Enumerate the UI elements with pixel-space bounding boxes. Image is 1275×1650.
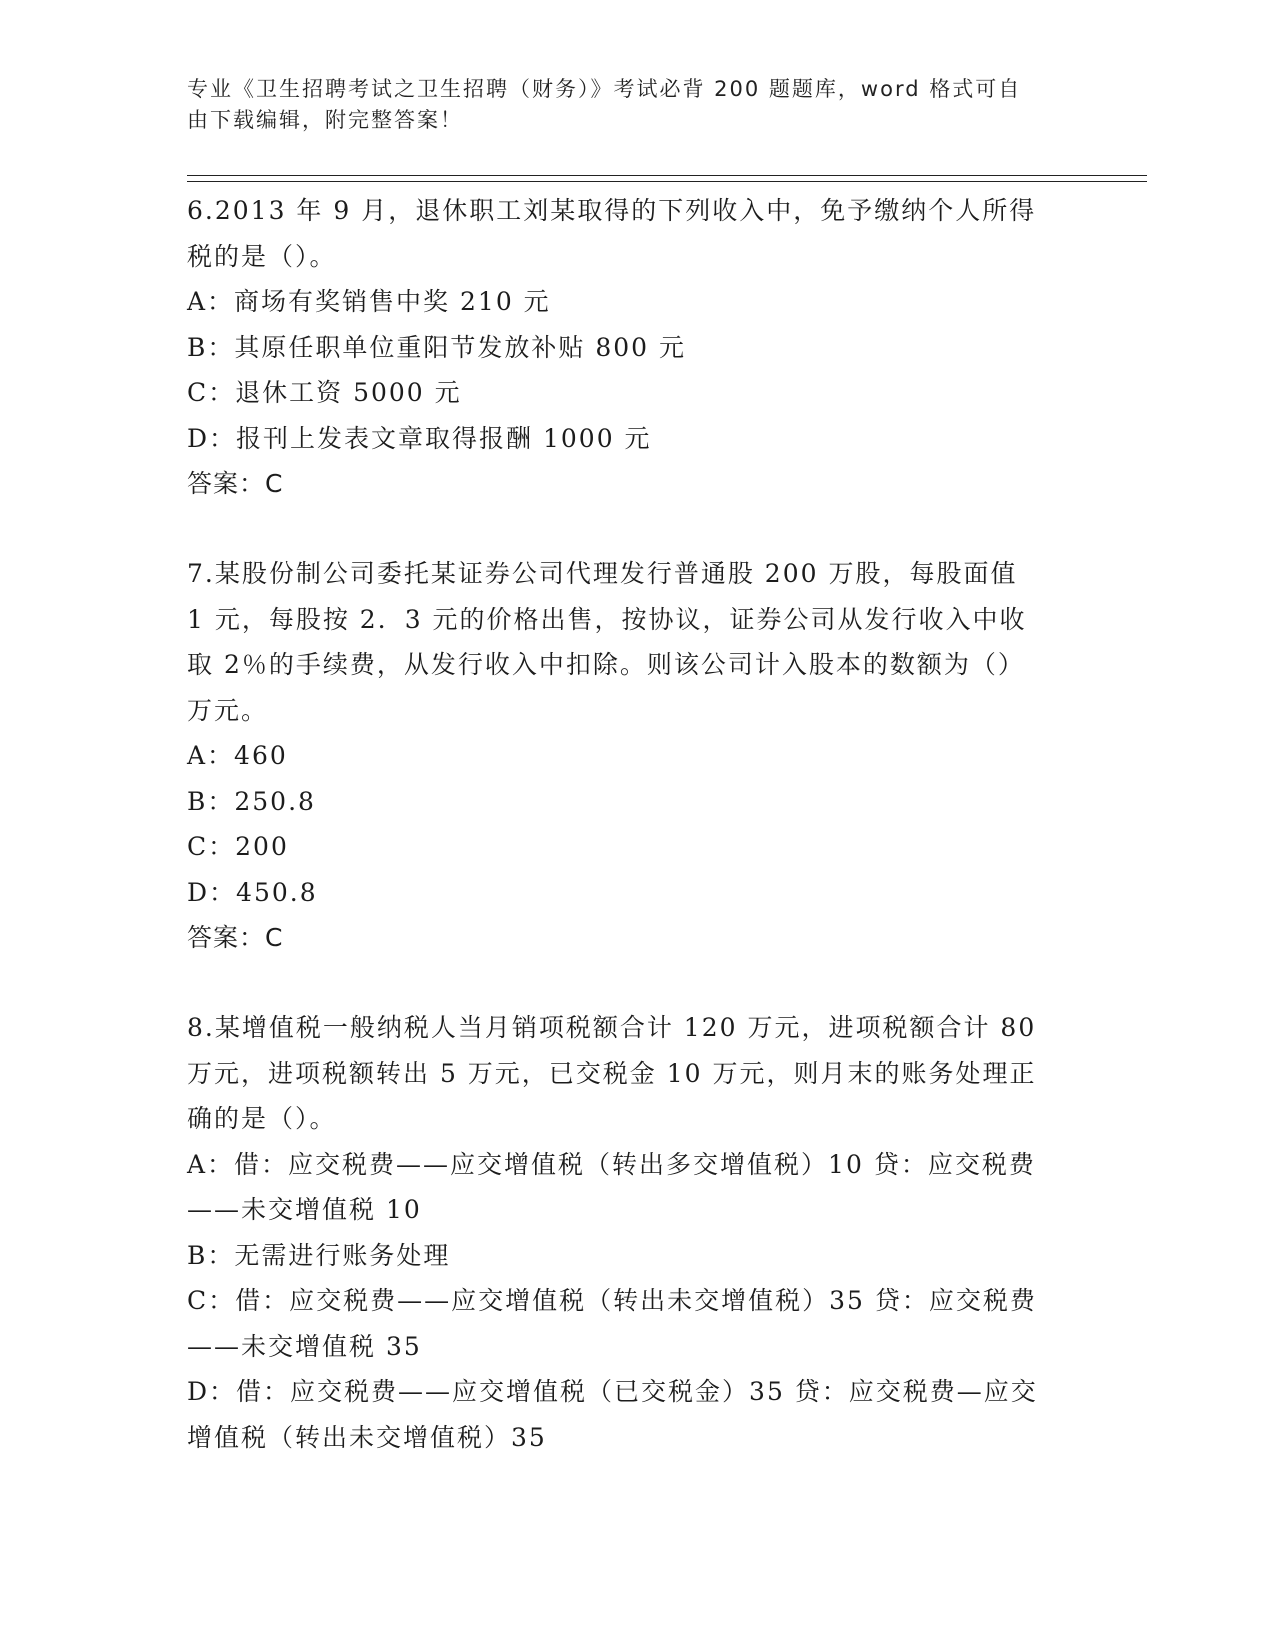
document-header [187, 74, 1067, 136]
option-c: C：200 [187, 832, 289, 861]
option-c: C：退休工资 5000 元 [187, 378, 462, 407]
answer-line: 答案：C [187, 469, 284, 498]
question-stem-line: 税的是（）。 [187, 241, 337, 271]
option-c: C：借：应交税费——应交增值税（转出未交增值税）35 贷：应交税费 [187, 1286, 1037, 1315]
option-d: D：450.8 [187, 877, 318, 907]
question-7 [187, 551, 1077, 961]
question-8 [187, 1005, 1077, 1460]
answer-line: 答案：C [187, 923, 284, 952]
question-6 [187, 188, 1077, 507]
option-b: B：250.8 [187, 786, 316, 816]
question-stem-line: 万元，进项税额转出 5 万元，已交税金 10 万元，则月末的账务处理正 [187, 1058, 1037, 1088]
option-d-continued: 增值税（转出未交增值税）35 [187, 1422, 547, 1452]
question-stem-line: 8.某增值税一般纳税人当月销项税额合计 120 万元，进项税额合计 80 [187, 1013, 1037, 1042]
question-stem-line: 确的是（）。 [187, 1104, 337, 1133]
question-stem-line: 万元。 [187, 695, 269, 725]
header-divider-top [187, 175, 1147, 176]
option-c-continued: ——未交增值税 35 [187, 1331, 422, 1361]
question-stem-line: 1 元，每股按 2．3 元的价格出售，按协议，证券公司从发行收入中收 [187, 604, 1027, 634]
option-a: A：460 [187, 741, 288, 770]
question-stem-line: 7.某股份制公司委托某证券公司代理发行普通股 200 万股，每股面值 [187, 559, 1018, 588]
header-line-1: 专业《卫生招聘考试之卫生招聘（财务）》考试必背 200 题题库，word 格式可自 [187, 77, 1022, 101]
option-d: D：报刊上发表文章取得报酬 1000 元 [187, 423, 652, 453]
question-stem-line: 取 2％的手续费，从发行收入中扣除。则该公司计入股本的数额为（） [187, 650, 1025, 679]
option-a: A：借：应交税费——应交增值税（转出多交增值税）10 贷：应交税费 [187, 1149, 1036, 1179]
option-b: B：无需进行账务处理 [187, 1240, 451, 1270]
option-a: A：商场有奖销售中奖 210 元 [187, 287, 551, 316]
header-divider-bottom [187, 181, 1147, 182]
header-line-2: 由下载编辑，附完整答案！ [187, 108, 463, 132]
question-stem-line: 6.2013 年 9 月，退休职工刘某取得的下列收入中，免予缴纳个人所得 [187, 196, 1037, 225]
option-b: B：其原任职单位重阳节发放补贴 800 元 [187, 332, 686, 362]
option-d: D：借：应交税费——应交增值税（已交税金）35 贷：应交税费—应交 [187, 1377, 1038, 1406]
option-a-continued: ——未交增值税 10 [187, 1195, 422, 1224]
